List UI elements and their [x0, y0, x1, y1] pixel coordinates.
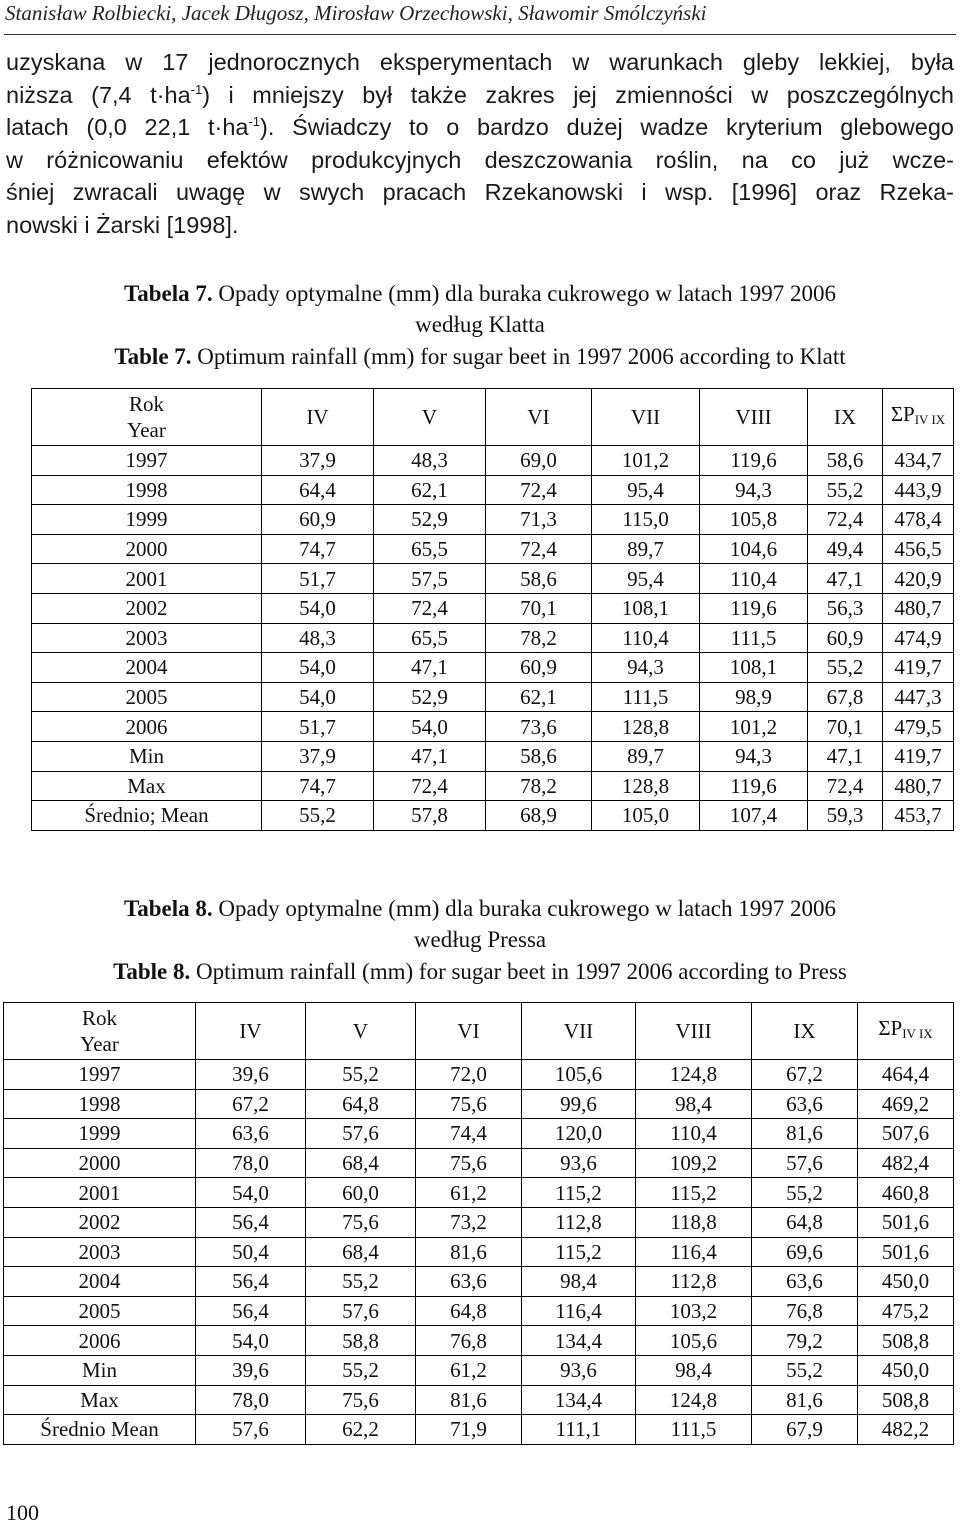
- value-cell: 57,6: [196, 1415, 306, 1445]
- table-row: [4, 1267, 954, 1297]
- row-label-cell: 2000: [32, 534, 262, 564]
- value-cell: 93,6: [522, 1148, 636, 1178]
- value-cell: 54,0: [262, 593, 374, 623]
- value-cell: 111,5: [592, 682, 700, 712]
- value-cell: 67,9: [752, 1415, 858, 1445]
- value-cell: 128,8: [592, 712, 700, 742]
- value-cell: 67,2: [196, 1089, 306, 1119]
- value-cell: 61,2: [416, 1355, 522, 1385]
- value-cell: 54,0: [196, 1326, 306, 1356]
- value-cell: 58,6: [486, 741, 592, 771]
- value-cell: 115,0: [592, 505, 700, 535]
- row-label-cell: 1997: [4, 1060, 196, 1090]
- value-cell: 480,7: [883, 771, 954, 801]
- value-cell: 56,4: [196, 1207, 306, 1237]
- table-row: [4, 1237, 954, 1267]
- value-cell: 76,8: [752, 1296, 858, 1326]
- value-cell: 134,4: [522, 1326, 636, 1356]
- table-row: [4, 1148, 954, 1178]
- table-row: [32, 653, 954, 683]
- value-cell: 89,7: [592, 534, 700, 564]
- value-cell: 37,9: [262, 741, 374, 771]
- table-row: [32, 771, 954, 801]
- value-cell: 47,1: [374, 741, 486, 771]
- table-row: [32, 505, 954, 535]
- table-row: [32, 712, 954, 742]
- value-cell: 105,8: [700, 505, 808, 535]
- row-label-cell: 2002: [32, 593, 262, 623]
- value-cell: 39,6: [196, 1060, 306, 1090]
- value-cell: 101,2: [700, 712, 808, 742]
- value-cell: 107,4: [700, 801, 808, 831]
- value-cell: 58,6: [486, 564, 592, 594]
- header-cell-sum: $\Sigma P_{IV IX}$: [858, 1003, 954, 1060]
- value-cell: 78,2: [486, 623, 592, 653]
- value-cell: 67,2: [752, 1060, 858, 1090]
- table-row: [4, 1207, 954, 1237]
- row-label-cell: 1998: [4, 1089, 196, 1119]
- value-cell: 119,6: [700, 593, 808, 623]
- header-rule: [4, 34, 956, 35]
- value-cell: 74,4: [416, 1119, 522, 1149]
- row-label-cell: 1997: [32, 446, 262, 476]
- value-cell: 507,6: [858, 1119, 954, 1149]
- value-cell: 63,6: [416, 1267, 522, 1297]
- value-cell: 98,4: [522, 1267, 636, 1297]
- row-label-cell: Średnio Mean: [4, 1415, 196, 1445]
- value-cell: 108,1: [592, 593, 700, 623]
- value-cell: 57,6: [752, 1148, 858, 1178]
- value-cell: 111,5: [700, 623, 808, 653]
- table-row: [32, 741, 954, 771]
- table7-caption-en: Table 7. Optimum rainfall (mm) for sugar beet in 1997 2006 according to Klatt: [114, 344, 846, 369]
- value-cell: 81,6: [752, 1385, 858, 1415]
- table7-caption-pl-line2: według Klatta: [415, 312, 545, 337]
- value-cell: 63,6: [196, 1119, 306, 1149]
- value-cell: 52,9: [374, 682, 486, 712]
- value-cell: 64,8: [306, 1089, 416, 1119]
- value-cell: 474,9: [883, 623, 954, 653]
- value-cell: 434,7: [883, 446, 954, 476]
- row-label-cell: 2001: [4, 1178, 196, 1208]
- value-cell: 68,4: [306, 1148, 416, 1178]
- header-cell-month: V: [374, 389, 486, 446]
- value-cell: 475,2: [858, 1296, 954, 1326]
- header-cell-month: VIII: [700, 389, 808, 446]
- table-row: [4, 1060, 954, 1090]
- table8: [3, 1002, 954, 1445]
- value-cell: 464,4: [858, 1060, 954, 1090]
- value-cell: 78,0: [196, 1385, 306, 1415]
- row-label-cell: 2003: [32, 623, 262, 653]
- value-cell: 69,0: [486, 446, 592, 476]
- header-cell-month: V: [306, 1003, 416, 1060]
- value-cell: 110,4: [592, 623, 700, 653]
- table-row: [4, 1089, 954, 1119]
- value-cell: 78,0: [196, 1148, 306, 1178]
- value-cell: 72,4: [808, 771, 883, 801]
- value-cell: 72,4: [808, 505, 883, 535]
- header-cell-month: IV: [262, 389, 374, 446]
- table-row: [32, 534, 954, 564]
- table8-caption-en: Table 8. Optimum rainfall (mm) for sugar beet in 1997 2006 according to Press: [113, 959, 847, 984]
- header-cell-year: Rok Year: [4, 1003, 196, 1060]
- value-cell: 63,6: [752, 1267, 858, 1297]
- table-row: [4, 1119, 954, 1149]
- value-cell: 72,4: [374, 771, 486, 801]
- row-label-cell: 2006: [4, 1326, 196, 1356]
- value-cell: 79,2: [752, 1326, 858, 1356]
- value-cell: 501,6: [858, 1237, 954, 1267]
- value-cell: 55,2: [306, 1060, 416, 1090]
- row-label-cell: 1999: [32, 505, 262, 535]
- table-row: [32, 593, 954, 623]
- value-cell: 74,7: [262, 771, 374, 801]
- paragraph-line: latach (0,0 22,1 $t\cdot ha^{-1}$). Świadczy to o bardzo dużej wadze kryterium glebowego: [6, 114, 954, 140]
- table-row: [32, 801, 954, 831]
- value-cell: 57,8: [374, 801, 486, 831]
- paragraph-line: niższa (7,4 $t\cdot ha^{-1}$) i mniejszy był także zakres jej zmienności w poszczególnych: [6, 81, 955, 108]
- value-cell: 70,1: [808, 712, 883, 742]
- value-cell: 115,2: [522, 1237, 636, 1267]
- value-cell: 105,6: [636, 1326, 752, 1356]
- value-cell: 60,9: [808, 623, 883, 653]
- running-header-authors: Stanisław Rolbiecki, Jacek Długosz, Mirosław Orzechowski, Sławomir Smólczyński: [5, 1, 707, 25]
- table-header-row: [32, 389, 954, 446]
- value-cell: 116,4: [636, 1237, 752, 1267]
- table-row: [32, 623, 954, 653]
- value-cell: 48,3: [262, 623, 374, 653]
- value-cell: 56,4: [196, 1296, 306, 1326]
- value-cell: 479,5: [883, 712, 954, 742]
- value-cell: 119,6: [700, 771, 808, 801]
- value-cell: 62,1: [486, 682, 592, 712]
- value-cell: 99,6: [522, 1089, 636, 1119]
- value-cell: 55,2: [306, 1267, 416, 1297]
- value-cell: 67,8: [808, 682, 883, 712]
- value-cell: 112,8: [636, 1267, 752, 1297]
- value-cell: 453,7: [883, 801, 954, 831]
- value-cell: 72,0: [416, 1060, 522, 1090]
- value-cell: 482,4: [858, 1148, 954, 1178]
- value-cell: 109,2: [636, 1148, 752, 1178]
- value-cell: 104,6: [700, 534, 808, 564]
- value-cell: 128,8: [592, 771, 700, 801]
- value-cell: 460,8: [858, 1178, 954, 1208]
- paragraph-line: śniej zwracali uwagę w swych pracach Rzekanowski i wsp. [1996] oraz Rzeka-: [6, 179, 954, 205]
- row-label-cell: 1998: [32, 475, 262, 505]
- value-cell: 64,8: [752, 1207, 858, 1237]
- header-cell-month: VI: [416, 1003, 522, 1060]
- row-label-cell: 2002: [4, 1207, 196, 1237]
- value-cell: 508,8: [858, 1385, 954, 1415]
- value-cell: 55,2: [808, 653, 883, 683]
- row-label-cell: 2003: [4, 1237, 196, 1267]
- row-label-cell: 1999: [4, 1119, 196, 1149]
- header-cell-month: VI: [486, 389, 592, 446]
- value-cell: 94,3: [700, 475, 808, 505]
- value-cell: 81,6: [752, 1119, 858, 1149]
- value-cell: 58,6: [808, 446, 883, 476]
- value-cell: 76,8: [416, 1326, 522, 1356]
- table7-caption-pl: Tabela 7. Opady optymalne (mm) dla buraka cukrowego w latach 1997 2006: [123, 281, 836, 306]
- value-cell: 134,4: [522, 1385, 636, 1415]
- value-cell: 101,2: [592, 446, 700, 476]
- row-label-cell: 2004: [32, 653, 262, 683]
- table-row: [32, 682, 954, 712]
- row-label-cell: Max: [32, 771, 262, 801]
- table7: [31, 388, 954, 831]
- value-cell: 94,3: [592, 653, 700, 683]
- paragraph-line: uzyskana w 17 jednorocznych eksperymentach w warunkach gleby lekkiej, była: [6, 49, 954, 75]
- value-cell: 478,4: [883, 505, 954, 535]
- value-cell: 78,2: [486, 771, 592, 801]
- value-cell: 57,5: [374, 564, 486, 594]
- value-cell: 55,2: [752, 1178, 858, 1208]
- value-cell: 73,6: [486, 712, 592, 742]
- value-cell: 71,3: [486, 505, 592, 535]
- value-cell: 115,2: [636, 1178, 752, 1208]
- value-cell: 508,8: [858, 1326, 954, 1356]
- value-cell: 81,6: [416, 1385, 522, 1415]
- value-cell: 47,1: [808, 741, 883, 771]
- value-cell: 71,9: [416, 1415, 522, 1445]
- value-cell: 105,0: [592, 801, 700, 831]
- value-cell: 65,5: [374, 623, 486, 653]
- value-cell: 118,8: [636, 1207, 752, 1237]
- value-cell: 47,1: [374, 653, 486, 683]
- table-row: [4, 1385, 954, 1415]
- value-cell: 72,4: [374, 593, 486, 623]
- value-cell: 49,4: [808, 534, 883, 564]
- value-cell: 52,9: [374, 505, 486, 535]
- row-label-cell: Średnio; Mean: [32, 801, 262, 831]
- value-cell: 55,2: [808, 475, 883, 505]
- value-cell: 501,6: [858, 1207, 954, 1237]
- value-cell: 48,3: [374, 446, 486, 476]
- value-cell: 60,9: [262, 505, 374, 535]
- value-cell: 37,9: [262, 446, 374, 476]
- value-cell: 54,0: [262, 682, 374, 712]
- value-cell: 98,9: [700, 682, 808, 712]
- value-cell: 103,2: [636, 1296, 752, 1326]
- value-cell: 75,6: [306, 1385, 416, 1415]
- value-cell: 95,4: [592, 475, 700, 505]
- header-cell-month: VIII: [636, 1003, 752, 1060]
- value-cell: 120,0: [522, 1119, 636, 1149]
- row-label-cell: 2000: [4, 1148, 196, 1178]
- table-row: [32, 475, 954, 505]
- paragraph-line: w różnicowaniu efektów produkcyjnych deszczowania roślin, na co już wcze-: [6, 146, 954, 173]
- value-cell: 54,0: [374, 712, 486, 742]
- value-cell: 62,2: [306, 1415, 416, 1445]
- value-cell: 47,1: [808, 564, 883, 594]
- value-cell: 57,6: [306, 1296, 416, 1326]
- row-label-cell: 2006: [32, 712, 262, 742]
- value-cell: 93,6: [522, 1355, 636, 1385]
- table-row: [4, 1296, 954, 1326]
- value-cell: 456,5: [883, 534, 954, 564]
- table-row: [32, 446, 954, 476]
- value-cell: 60,9: [486, 653, 592, 683]
- header-cell-year: Rok Year: [32, 389, 262, 446]
- row-label-cell: Max: [4, 1385, 196, 1415]
- value-cell: 420,9: [883, 564, 954, 594]
- header-cell-month: IV: [196, 1003, 306, 1060]
- value-cell: 116,4: [522, 1296, 636, 1326]
- header-cell-month: VII: [522, 1003, 636, 1060]
- value-cell: 75,6: [416, 1089, 522, 1119]
- value-cell: 68,4: [306, 1237, 416, 1267]
- value-cell: 450,0: [858, 1355, 954, 1385]
- value-cell: 54,0: [262, 653, 374, 683]
- value-cell: 69,6: [752, 1237, 858, 1267]
- value-cell: 74,7: [262, 534, 374, 564]
- value-cell: 62,1: [374, 475, 486, 505]
- value-cell: 70,1: [486, 593, 592, 623]
- value-cell: 56,3: [808, 593, 883, 623]
- value-cell: 54,0: [196, 1178, 306, 1208]
- value-cell: 95,4: [592, 564, 700, 594]
- value-cell: 89,7: [592, 741, 700, 771]
- value-cell: 50,4: [196, 1237, 306, 1267]
- paragraph-line: nowski i Żarski [1998].: [6, 211, 239, 238]
- table8-caption-pl: Tabela 8. Opady optymalne (mm) dla buraka cukrowego w latach 1997 2006: [123, 896, 836, 921]
- value-cell: 51,7: [262, 564, 374, 594]
- value-cell: 469,2: [858, 1089, 954, 1119]
- value-cell: 55,2: [262, 801, 374, 831]
- value-cell: 124,8: [636, 1060, 752, 1090]
- value-cell: 59,3: [808, 801, 883, 831]
- value-cell: 51,7: [262, 712, 374, 742]
- page-number: 100: [6, 1500, 39, 1525]
- row-label-cell: Min: [32, 741, 262, 771]
- value-cell: 419,7: [883, 653, 954, 683]
- table-header-row: [4, 1003, 954, 1060]
- value-cell: 63,6: [752, 1089, 858, 1119]
- table-row: [32, 564, 954, 594]
- value-cell: 64,4: [262, 475, 374, 505]
- value-cell: 450,0: [858, 1267, 954, 1297]
- value-cell: 65,5: [374, 534, 486, 564]
- value-cell: 68,9: [486, 801, 592, 831]
- value-cell: 112,8: [522, 1207, 636, 1237]
- value-cell: 81,6: [416, 1237, 522, 1267]
- table-row: [4, 1415, 954, 1445]
- row-label-cell: 2001: [32, 564, 262, 594]
- value-cell: 480,7: [883, 593, 954, 623]
- value-cell: 98,4: [636, 1089, 752, 1119]
- value-cell: 94,3: [700, 741, 808, 771]
- value-cell: 119,6: [700, 446, 808, 476]
- value-cell: 56,4: [196, 1267, 306, 1297]
- value-cell: 110,4: [700, 564, 808, 594]
- value-cell: 61,2: [416, 1178, 522, 1208]
- value-cell: 105,6: [522, 1060, 636, 1090]
- table8-caption-pl-line2: według Pressa: [413, 927, 547, 952]
- value-cell: 75,6: [416, 1148, 522, 1178]
- value-cell: 111,5: [636, 1415, 752, 1445]
- value-cell: 111,1: [522, 1415, 636, 1445]
- value-cell: 58,8: [306, 1326, 416, 1356]
- value-cell: 64,8: [416, 1296, 522, 1326]
- value-cell: 110,4: [636, 1119, 752, 1149]
- table-row: [4, 1326, 954, 1356]
- table-row: [4, 1178, 954, 1208]
- value-cell: 57,6: [306, 1119, 416, 1149]
- header-cell-month: IX: [808, 389, 883, 446]
- value-cell: 124,8: [636, 1385, 752, 1415]
- value-cell: 55,2: [752, 1355, 858, 1385]
- value-cell: 39,6: [196, 1355, 306, 1385]
- row-label-cell: 2005: [32, 682, 262, 712]
- value-cell: 447,3: [883, 682, 954, 712]
- header-cell-month: IX: [752, 1003, 858, 1060]
- value-cell: 73,2: [416, 1207, 522, 1237]
- body-paragraph: [6, 46, 954, 241]
- value-cell: 72,4: [486, 534, 592, 564]
- value-cell: 108,1: [700, 653, 808, 683]
- value-cell: 55,2: [306, 1355, 416, 1385]
- value-cell: 72,4: [486, 475, 592, 505]
- table-row: [4, 1355, 954, 1385]
- header-cell-sum: $\Sigma P_{IV IX}$: [883, 389, 954, 446]
- value-cell: 482,2: [858, 1415, 954, 1445]
- value-cell: 419,7: [883, 741, 954, 771]
- header-cell-month: VII: [592, 389, 700, 446]
- value-cell: 98,4: [636, 1355, 752, 1385]
- row-label-cell: Min: [4, 1355, 196, 1385]
- row-label-cell: 2004: [4, 1267, 196, 1297]
- value-cell: 443,9: [883, 475, 954, 505]
- row-label-cell: 2005: [4, 1296, 196, 1326]
- value-cell: 115,2: [522, 1178, 636, 1208]
- value-cell: 75,6: [306, 1207, 416, 1237]
- value-cell: 60,0: [306, 1178, 416, 1208]
